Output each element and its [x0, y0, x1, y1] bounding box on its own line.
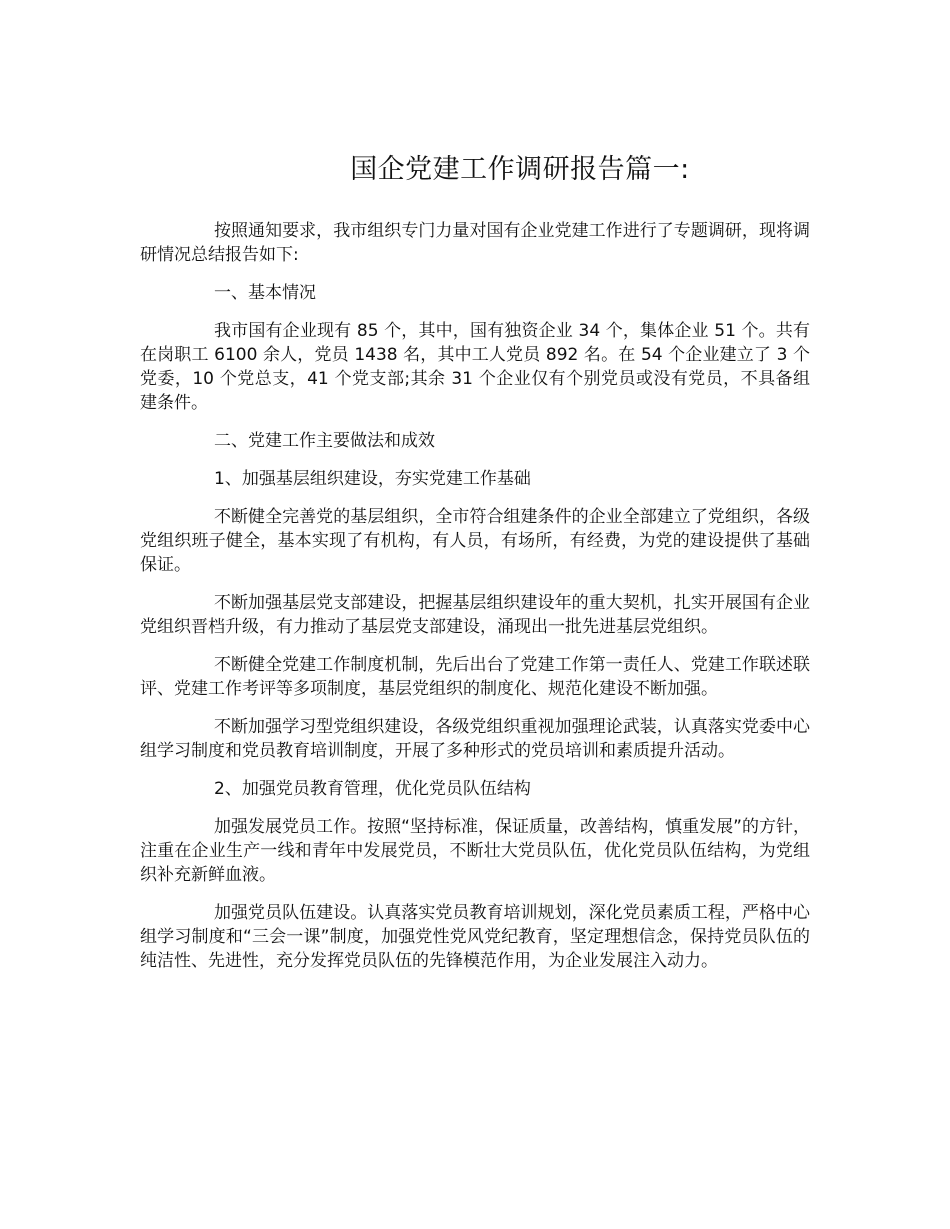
document-body: [140, 219, 810, 987]
basic-situation-paragraph: 我市国有企业现有 85 个，其中，国有独资企业 34 个，集体企业 51 个。共有在岗职工 6100 余人，党员 1438 名，其中工人党员 892 名。在 54 个企业建立了 3 个党委，10 个党总支，41 个党支部;其余 31 个企业仅有个别党员或没有党员，不具备组建条件。: [140, 321, 810, 413]
subsection-heading-member-education: 2、加强党员教育管理，优化党员队伍结构: [214, 779, 531, 799]
document-title: 国企党建工作调研报告篇一:: [350, 154, 690, 185]
member-education-paragraph: 加强党员队伍建设。认真落实党员教育培训规划，深化党员素质工程，严格中心组学习制度和“三会一课”制度，加强党性党风党纪教育，坚定理想信念，保持党员队伍的纯洁性、先进性，充分发挥党员队伍的先锋模范作用，为企业发展注入动力。: [140, 903, 810, 971]
org-building-paragraph: 不断健全党建工作制度机制，先后出台了党建工作第一责任人、党建工作联述联评、党建工作考评等多项制度，基层党组织的制度化、规范化建设不断加强。: [140, 655, 810, 699]
org-building-paragraph: 不断加强基层党支部建设，把握基层组织建设年的重大契机，扎实开展国有企业党组织晋档升级，有力推动了基层党支部建设，涌现出一批先进基层党组织。: [140, 593, 810, 637]
member-education-paragraph: 加强发展党员工作。按照“坚持标准，保证质量，改善结构，慎重发展”的方针，注重在企业生产一线和青年中发展党员，不断壮大党员队伍，优化党员队伍结构，为党组织补充新鲜血液。: [140, 817, 810, 885]
section-heading-main-practices: 二、党建工作主要做法和成效: [214, 431, 435, 451]
org-building-paragraph: 不断健全完善党的基层组织，全市符合组建条件的企业全部建立了党组织，各级党组织班子健全，基本实现了有机构，有人员，有场所，有经费，为党的建设提供了基础保证。: [140, 507, 810, 575]
org-building-paragraph: 不断加强学习型党组织建设，各级党组织重视加强理论武装，认真落实党委中心组学习制度和党员教育培训制度，开展了多种形式的党员培训和素质提升活动。: [140, 717, 810, 761]
intro-paragraph: 按照通知要求，我市组织专门力量对国有企业党建工作进行了专题调研，现将调研情况总结报告如下:: [140, 221, 810, 265]
subsection-heading-org-building: 1、加强基层组织建设，夯实党建工作基础: [214, 469, 531, 489]
section-heading-basic-situation: 一、基本情况: [214, 283, 316, 303]
